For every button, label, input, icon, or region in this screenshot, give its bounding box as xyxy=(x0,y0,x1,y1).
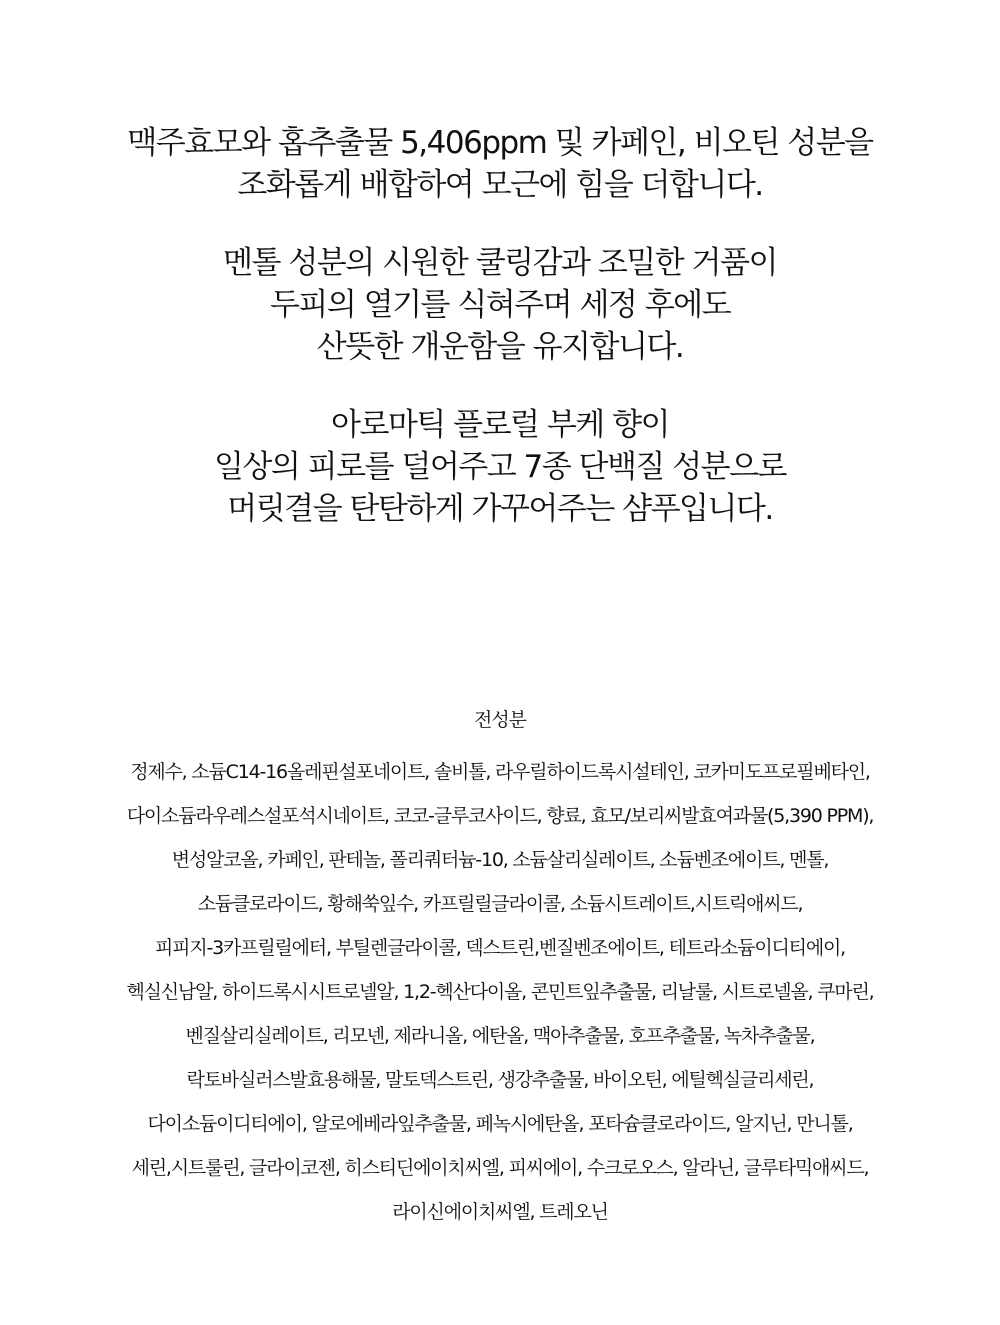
ingredients-line: 피피지-3카프릴릴에터, 부틸렌글라이콜, 덱스트린,벤질벤조에이트, 테트라소듐이디티에이, xyxy=(155,937,845,959)
ingredients-line: 락토바실러스발효용해물, 말토덱스트린, 생강추출물, 바이오틴, 에틸헥실글리세린, xyxy=(186,1069,814,1091)
description-line: 머릿결을 탄탄하게 가꾸어주는 샴푸입니다. xyxy=(227,491,773,527)
description-line: 조화롭게 배합하여 모근에 힘을 더합니다. xyxy=(237,167,763,203)
description-line: 산뜻한 개운함을 유지합니다. xyxy=(316,329,684,365)
ingredients-line: 다이소듐이디티에이, 알로에베라잎추출물, 페녹시에탄올, 포타슘클로라이드, 알지닌, 만니톨, xyxy=(147,1113,853,1135)
ingredients-line: 다이소듐라우레스설포석시네이트, 코코-글루코사이드, 향료, 효모/보리씨발효여과물(5,390 PPM), xyxy=(126,805,874,827)
description-line: 멘톨 성분의 시원한 쿨링감과 조밀한 거품이 xyxy=(223,245,777,281)
description-line: 두피의 열기를 식혀주며 세정 후에도 xyxy=(269,287,731,323)
ingredients-line: 정제수, 소듐C14-16올레핀설포네이트, 솔비톨, 라우릴하이드록시설테인, 코카미도프로필베타인, xyxy=(130,761,870,783)
description-line: 아로마틱 플로럴 부케 향이 xyxy=(331,407,669,443)
ingredients-line: 벤질살리실레이트, 리모넨, 제라니올, 에탄올, 맥아추출물, 호프추출물, 녹차추출물, xyxy=(185,1025,815,1047)
ingredients-line: 변성알코올, 카페인, 판테놀, 폴리쿼터늄-10, 소듐살리실레이트, 소듐벤조에이트, 멘톨, xyxy=(171,849,829,871)
description-paragraph-1 xyxy=(0,122,1000,206)
ingredients-line: 헥실신남알, 하이드록시시트로넬알, 1,2-헥산다이올, 콘민트잎추출물, 리날룰, 시트로넬올, 쿠마린, xyxy=(126,981,874,1003)
ingredients-section xyxy=(0,708,1000,1234)
ingredients-line: 라이신에이치씨엘, 트레오닌 xyxy=(392,1201,608,1223)
ingredients-line: 소듐클로라이드, 황해쑥잎수, 카프릴릴글라이콜, 소듐시트레이트,시트릭애씨드, xyxy=(197,893,803,915)
description-paragraph-3 xyxy=(0,404,1000,530)
ingredients-title: 전성분 xyxy=(473,709,527,731)
description-paragraph-2 xyxy=(0,242,1000,368)
description-line: 일상의 피로를 덜어주고 7종 단백질 성분으로 xyxy=(213,449,787,485)
ingredients-line: 세린,시트룰린, 글라이코젠, 히스티딘에이치씨엘, 피씨에이, 수크로오스, 알라닌, 글루타믹애씨드, xyxy=(131,1157,869,1179)
product-description xyxy=(0,122,1000,566)
description-line: 맥주효모와 홉추출물 5,406ppm 및 카페인, 비오틴 성분을 xyxy=(127,125,873,161)
